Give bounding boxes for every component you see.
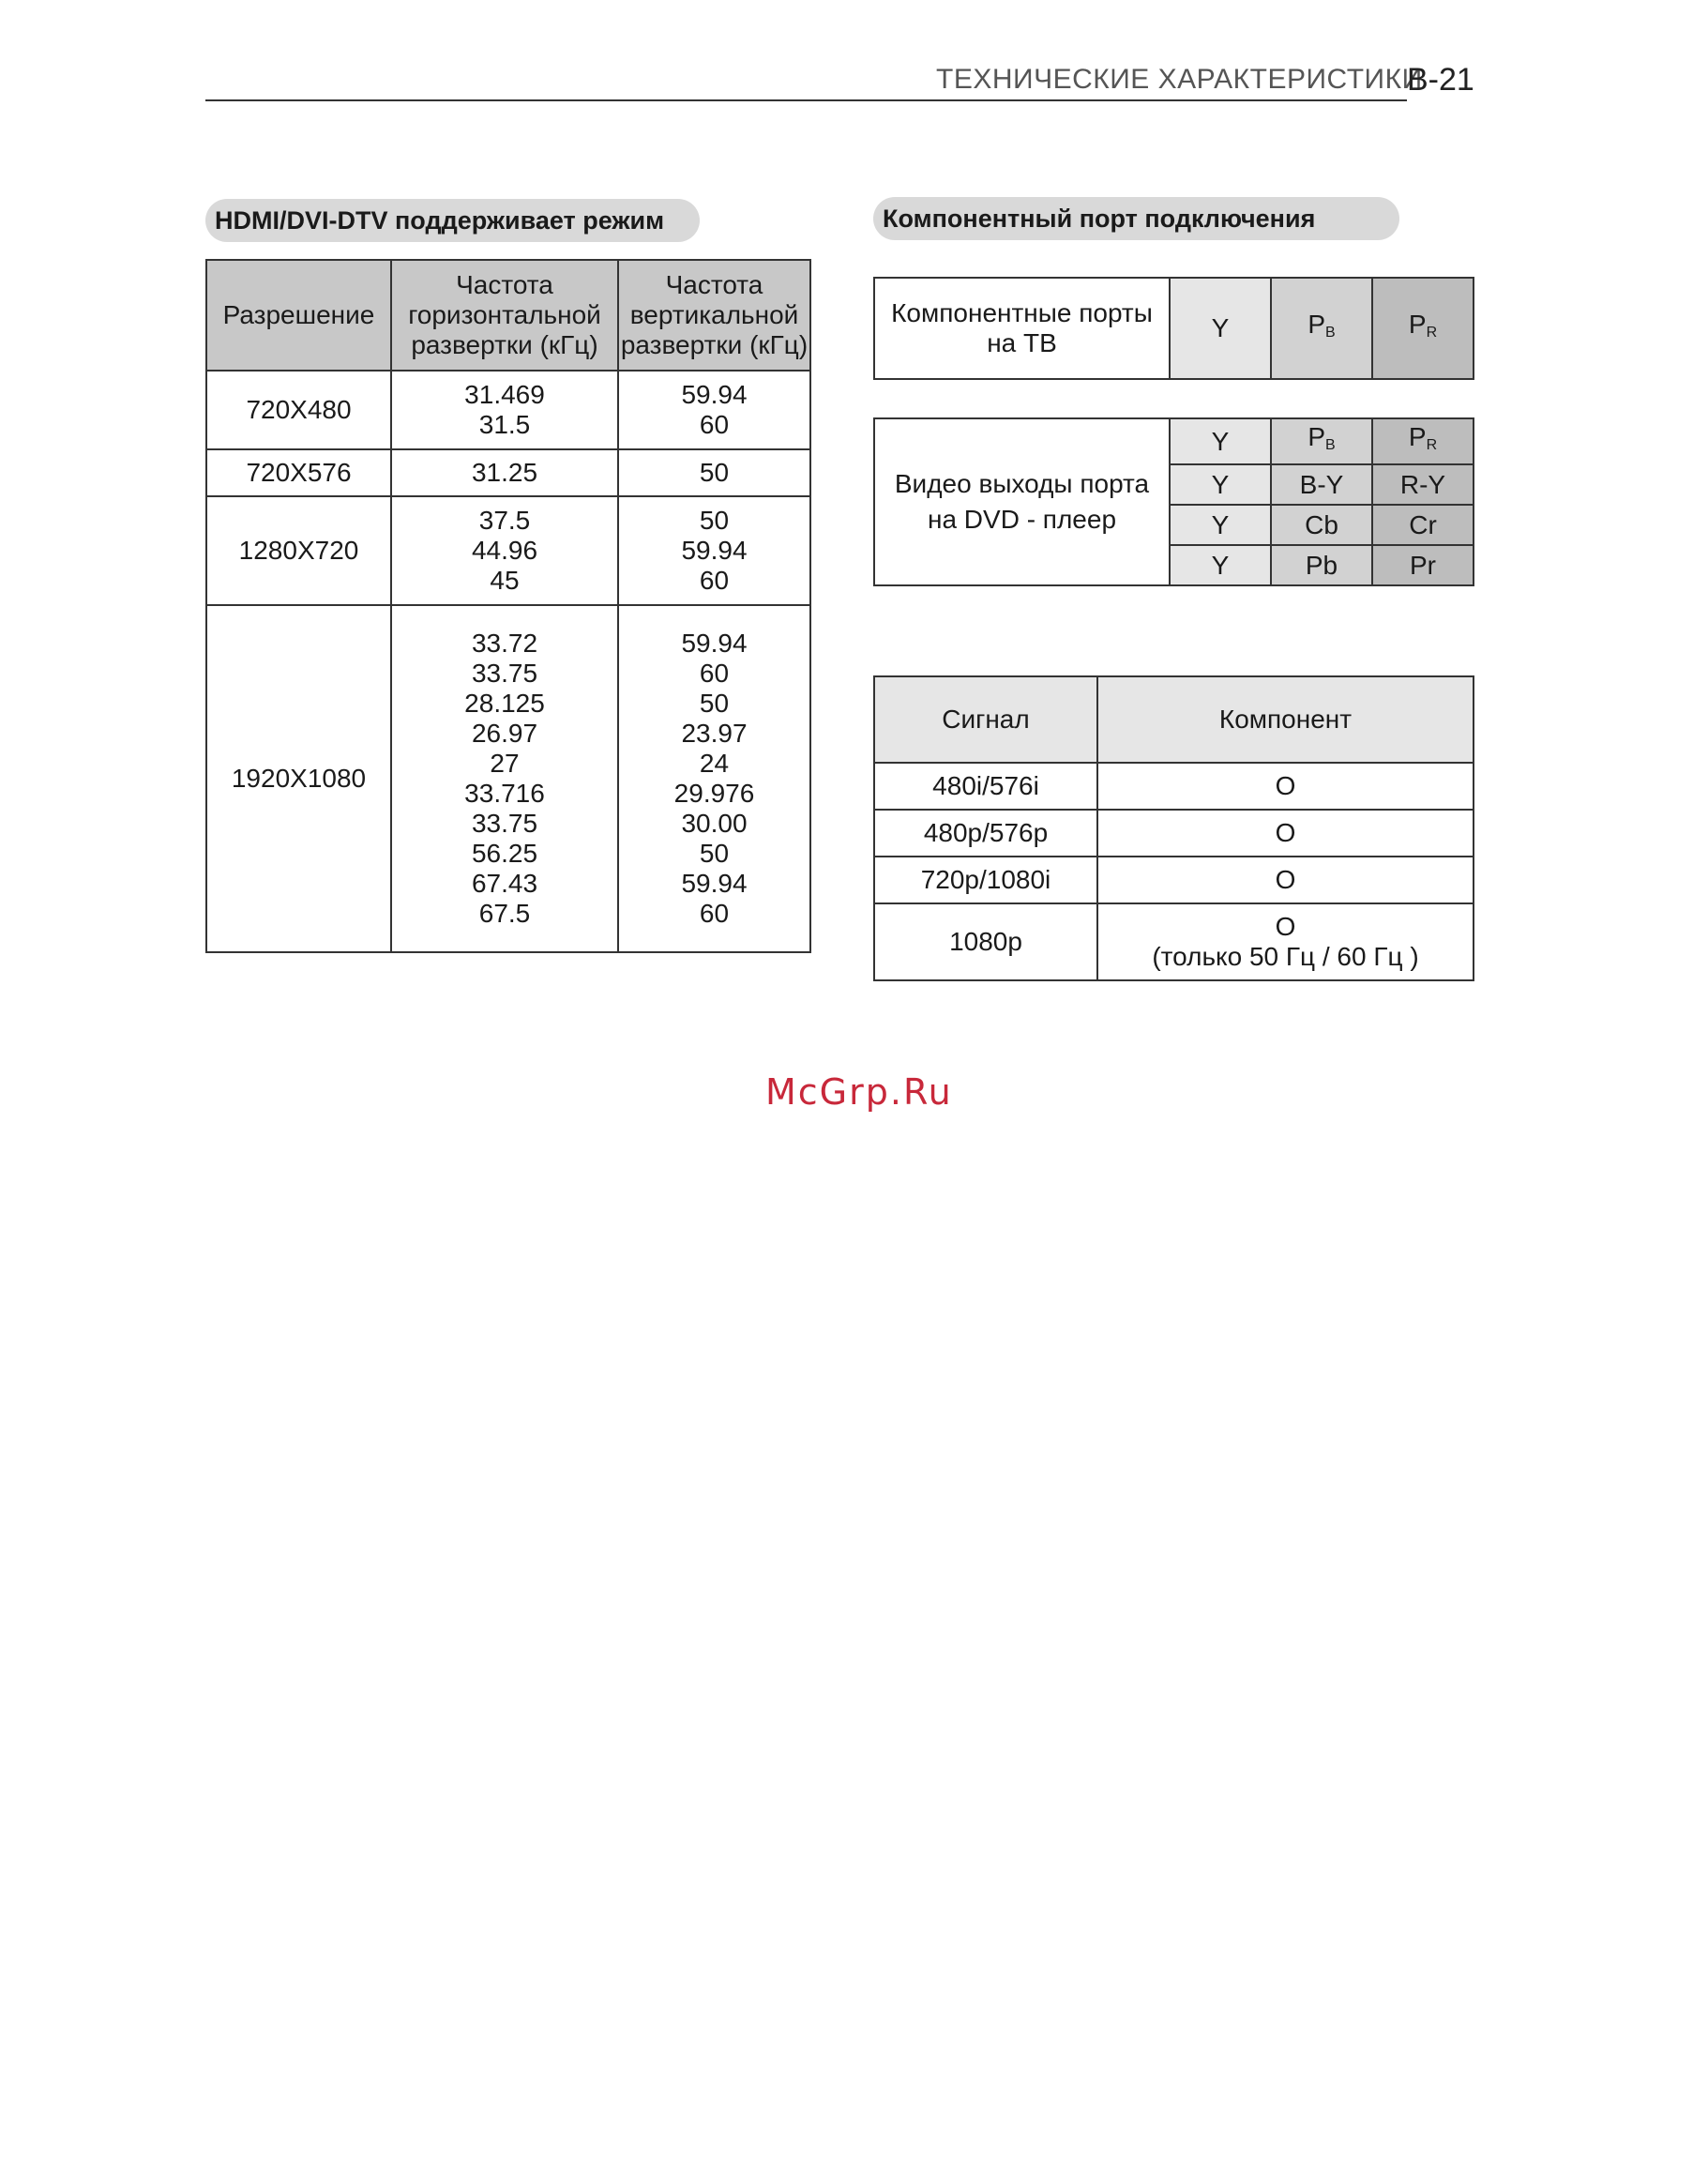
vertical-frequency-cell — [618, 605, 810, 952]
vertical-frequency-cell — [618, 496, 810, 605]
dvd-cell-r: $P_R$ — [1372, 418, 1474, 464]
column-header-horizontal: Частота горизонтальной развертки (кГц) — [391, 260, 618, 371]
header-divider — [205, 99, 1407, 101]
tv-port-pr: $P_R$ — [1372, 278, 1474, 379]
resolution-cell: 1280X720 — [206, 496, 391, 605]
cell-line: 60 — [699, 410, 730, 439]
cell-line: 31.25 — [471, 458, 538, 487]
cell-line: 50 — [699, 839, 730, 868]
vertical-frequency-cell — [618, 449, 810, 496]
cell-line: 56.25 — [471, 839, 538, 868]
cell-line: 28.125 — [464, 689, 545, 718]
resolution-cell: 1920X1080 — [206, 605, 391, 952]
table-row — [206, 449, 810, 496]
cell-line: 59.94 — [681, 536, 748, 565]
table-row — [874, 763, 1474, 810]
horizontal-frequency-cell — [391, 449, 618, 496]
cell-line: 67.43 — [471, 869, 538, 898]
component-support-cell — [1097, 763, 1474, 810]
watermark-text: McGrp.Ru — [765, 1071, 953, 1113]
dvd-cell-b: Pb — [1271, 545, 1372, 585]
cell-line: 60 — [699, 566, 730, 595]
horizontal-frequency-cell — [391, 496, 618, 605]
cell-line: 31.469 — [464, 380, 545, 409]
signal-cell: 480p/576p — [874, 810, 1097, 857]
tv-port-pb: $P_B$ — [1271, 278, 1372, 379]
table-row — [206, 605, 810, 952]
cell-line: 59.94 — [681, 629, 748, 658]
resolution-cell: 720X576 — [206, 449, 391, 496]
table-row — [206, 496, 810, 605]
dvd-cell-r: Cr — [1372, 505, 1474, 545]
cell-line: 50 — [699, 689, 730, 718]
table-row — [874, 857, 1474, 903]
cell-line: O — [1275, 771, 1296, 800]
dvd-cell-r: Pr — [1372, 545, 1474, 585]
cell-line: 27 — [490, 749, 520, 778]
page-number: B-21 — [1407, 62, 1474, 98]
tv-ports-label: Компонентные порты на ТВ — [874, 278, 1170, 379]
cell-line: 59.94 — [681, 869, 748, 898]
dvd-cell-b: B-Y — [1271, 464, 1372, 505]
cell-line: (только 50 Гц / 60 Гц ) — [1152, 942, 1419, 971]
component-support-cell — [1097, 810, 1474, 857]
dvd-outputs-table — [873, 417, 1474, 586]
vertical-frequency-cell — [618, 371, 810, 449]
cell-line: 29.976 — [673, 779, 755, 808]
component-support-cell — [1097, 857, 1474, 903]
cell-line: 60 — [699, 899, 730, 928]
column-header-resolution: Разрешение — [206, 260, 391, 371]
column-header-signal: Сигнал — [874, 676, 1097, 763]
tv-component-ports-table — [873, 277, 1474, 380]
signal-cell: 720p/1080i — [874, 857, 1097, 903]
table-row — [874, 810, 1474, 857]
dvd-cell-b: Cb — [1271, 505, 1372, 545]
cell-line: 23.97 — [681, 719, 748, 748]
cell-line: 33.72 — [471, 629, 538, 658]
dvd-cell-b: $P_B$ — [1271, 418, 1372, 464]
table-row — [874, 903, 1474, 980]
hdmi-modes-table — [205, 259, 811, 953]
cell-line: 26.97 — [471, 719, 538, 748]
cell-line: 30.00 — [681, 809, 748, 838]
table-row — [206, 371, 810, 449]
table-row — [874, 278, 1474, 379]
resolution-cell: 720X480 — [206, 371, 391, 449]
cell-line: O — [1275, 912, 1296, 941]
dvd-cell-y: Y — [1170, 545, 1271, 585]
signal-component-table — [873, 675, 1474, 981]
cell-line: O — [1275, 818, 1296, 847]
cell-line: 33.716 — [464, 779, 545, 808]
column-header-vertical: Частота вертикальной развертки (кГц) — [618, 260, 810, 371]
column-header-component: Компонент — [1097, 676, 1474, 763]
signal-cell: 480i/576i — [874, 763, 1097, 810]
cell-line: 24 — [699, 749, 730, 778]
cell-line: 45 — [490, 566, 520, 595]
cell-line: 33.75 — [471, 659, 538, 688]
cell-line: 44.96 — [471, 536, 538, 565]
cell-line: 50 — [699, 458, 730, 487]
cell-line: 33.75 — [471, 809, 538, 838]
hdmi-section-title: HDMI/DVI-DTV поддерживает режим — [205, 199, 700, 242]
cell-line: 50 — [699, 506, 730, 535]
cell-line: 67.5 — [478, 899, 531, 928]
dvd-cell-r: R-Y — [1372, 464, 1474, 505]
dvd-cell-y: Y — [1170, 464, 1271, 505]
horizontal-frequency-cell — [391, 371, 618, 449]
dvd-cell-y: Y — [1170, 418, 1271, 464]
table-header-row — [206, 260, 810, 371]
dvd-outputs-label: Видео выходы порта на DVD - плеер — [874, 418, 1170, 585]
component-section-title: Компонентный порт подключения — [873, 197, 1399, 240]
cell-line: O — [1275, 865, 1296, 894]
section-title: ТЕХНИЧЕСКИЕ ХАРАКТЕРИСТИКИ — [936, 64, 1423, 95]
cell-line: 31.5 — [478, 410, 531, 439]
tv-port-y: Y — [1170, 278, 1271, 379]
cell-line: 37.5 — [478, 506, 531, 535]
component-support-cell — [1097, 903, 1474, 980]
horizontal-frequency-cell — [391, 605, 618, 952]
cell-line: 60 — [699, 659, 730, 688]
dvd-cell-y: Y — [1170, 505, 1271, 545]
signal-cell: 1080p — [874, 903, 1097, 980]
cell-line: 59.94 — [681, 380, 748, 409]
table-row — [874, 418, 1474, 464]
table-header-row — [874, 676, 1474, 763]
